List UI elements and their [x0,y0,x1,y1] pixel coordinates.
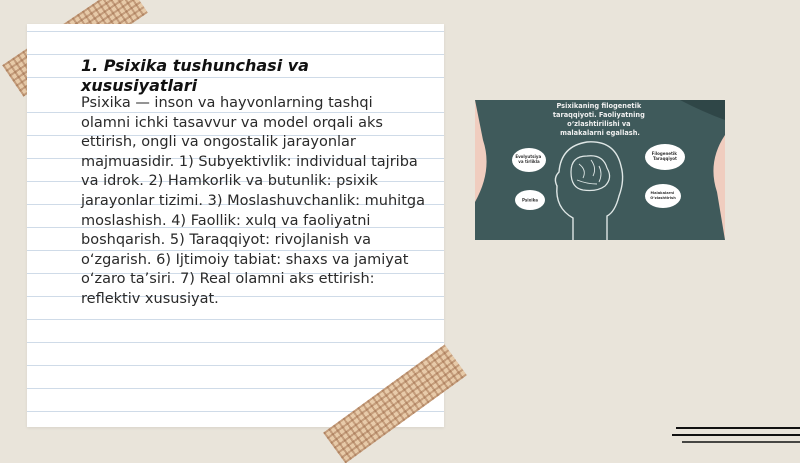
bubble-phylogenetic-line-1: Filogenetik [651,151,677,156]
decorative-lines [672,425,800,445]
bubble-evolution [512,148,546,172]
brain-illustration [475,100,725,240]
bubble-phylogenetic-line-2: Taraqqiyot [653,156,677,161]
image-heading-line-3: o‘zlashtirilishi va [567,120,631,128]
bubble-psixika-label: Psixika [522,197,538,203]
bubble-evolution-line-1: Evolyutsiya [515,154,542,159]
bubble-psixika [515,190,545,210]
svg-text:Evolyutsiya va tirlikl [515,154,542,164]
image-heading-line-4: malakalarni egallash. [560,129,640,137]
bubble-evolution-line-2: va tirlikla [518,159,540,164]
bubble-skills-line-2: O‘zlashtirish [650,196,676,200]
svg-text:Filogenetik Taraqqiyot [652,151,679,161]
bubble-skills-line-1: Malakalarni [650,191,675,195]
slide-title: 1. Psixika tushunchasi va xususiyatlari [81,56,309,95]
brain-illustration-svg [475,100,725,240]
image-heading-line-1: Psixikaning filogenetik [556,102,642,110]
bubble-phylogenetic [645,144,685,170]
svg-text:Malakalarni O‘zlashtir [650,191,676,200]
image-heading-line-2: taraqqiyoti. Faoliyatning [552,111,645,119]
slide-body-text: Psixika — inson va hayvonlarning tashqi olamni ichki tasavvur va model orqali aks ettirish, ongli va ongostalik jarayonlar majmuasidir. 1) Subyektivlik: individual tajriba va idrok. 2) Hamkorlik va butunlik: psixik jarayonlar tizimi. 3) Moslashuvchanlik: muhitga moslashish. 4) Faollik: xulq va faoliyatni boshqarish. 5) Taraqqiyot: rivojlanish va o‘zgarish. 6) Ijtimoiy tabiat: shaxs va jamiyat o‘zaro ta’siri. 7) Real olamni aks ettirish: reflektiv xususiyat. [81,95,425,307]
bubble-skills [645,184,681,208]
